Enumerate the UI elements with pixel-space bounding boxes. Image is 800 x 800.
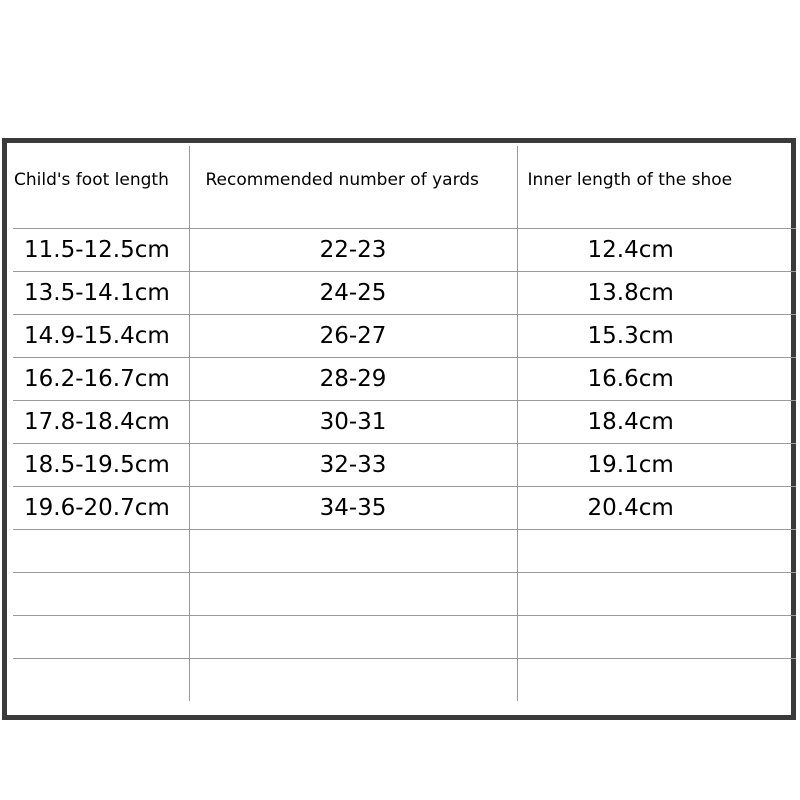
cell-foot-length: 11.5-12.5cm	[13, 228, 189, 271]
table-row	[13, 486, 796, 529]
table-row	[13, 400, 796, 443]
empty-table-row	[13, 529, 796, 572]
cell-yards	[189, 572, 517, 615]
empty-table-row	[13, 615, 796, 658]
size-chart-table	[13, 146, 796, 701]
cell-foot-length: 14.9-15.4cm	[13, 314, 189, 357]
empty-table-row	[13, 658, 796, 701]
cell-inner-length: 12.4cm	[517, 228, 796, 271]
cell-foot-length: 13.5-14.1cm	[13, 271, 189, 314]
cell-inner-length: 15.3cm	[517, 314, 796, 357]
cell-foot-length: 16.2-16.7cm	[13, 357, 189, 400]
table-row	[13, 228, 796, 271]
cell-yards: 22-23	[189, 228, 517, 271]
table-row	[13, 271, 796, 314]
cell-yards	[189, 615, 517, 658]
cell-yards	[189, 529, 517, 572]
table-row	[13, 357, 796, 400]
cell-yards: 28-29	[189, 357, 517, 400]
cell-yards: 24-25	[189, 271, 517, 314]
cell-inner-length: 19.1cm	[517, 443, 796, 486]
table-row	[13, 443, 796, 486]
cell-inner-length: 13.8cm	[517, 271, 796, 314]
cell-inner-length	[517, 572, 796, 615]
cell-foot-length: 19.6-20.7cm	[13, 486, 189, 529]
header-inner-length: Inner length of the shoe	[517, 146, 796, 228]
cell-foot-length: 18.5-19.5cm	[13, 443, 189, 486]
header-foot-length: Child's foot length	[13, 146, 189, 228]
cell-inner-length: 18.4cm	[517, 400, 796, 443]
header-row	[13, 146, 796, 228]
header-recommended-yards: Recommended number of yards	[189, 146, 517, 228]
cell-yards: 26-27	[189, 314, 517, 357]
cell-inner-length: 16.6cm	[517, 357, 796, 400]
empty-table-row	[13, 572, 796, 615]
cell-inner-length	[517, 529, 796, 572]
cell-yards: 32-33	[189, 443, 517, 486]
cell-foot-length: 17.8-18.4cm	[13, 400, 189, 443]
cell-yards: 30-31	[189, 400, 517, 443]
cell-yards: 34-35	[189, 486, 517, 529]
cell-inner-length	[517, 658, 796, 701]
cell-yards	[189, 658, 517, 701]
cell-foot-length	[13, 658, 189, 701]
cell-inner-length	[517, 615, 796, 658]
table-row	[13, 314, 796, 357]
cell-foot-length	[13, 572, 189, 615]
cell-foot-length	[13, 615, 189, 658]
cell-inner-length: 20.4cm	[517, 486, 796, 529]
cell-foot-length	[13, 529, 189, 572]
size-chart-frame	[2, 138, 796, 720]
